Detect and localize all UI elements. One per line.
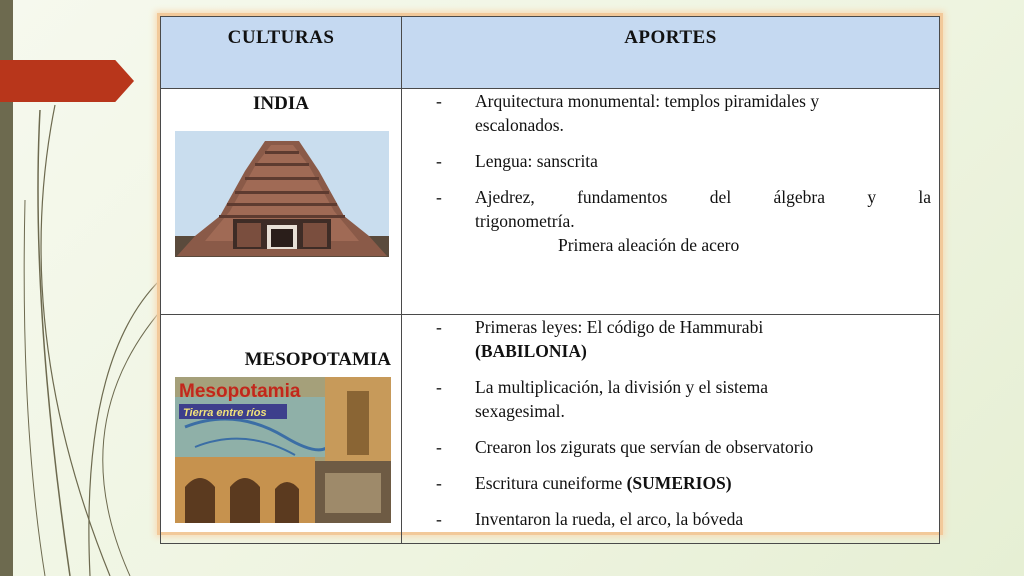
cultures-table	[160, 16, 940, 544]
mesopotamia-collage-image	[175, 377, 391, 523]
cell-india-culture	[161, 89, 402, 315]
word: fundamentos	[577, 187, 668, 207]
header-culturas: CULTURAS	[161, 17, 402, 89]
hindu-temple-image	[175, 131, 389, 257]
list-item-line: trigonometría.	[475, 211, 575, 231]
table-header-row	[161, 17, 940, 89]
india-aportes-list	[402, 89, 939, 233]
list-item-text: Inventaron la rueda, el arco, la bóveda	[475, 509, 744, 529]
word: la	[918, 187, 932, 207]
list-item-line: La multiplicación, la división y el sistema	[475, 377, 769, 397]
cell-india-aportes	[402, 89, 940, 315]
list-item-line: sexagesimal.	[475, 401, 565, 421]
list-item	[436, 149, 931, 173]
list-item	[436, 507, 931, 531]
list-item-text: Lengua: sanscrita	[475, 151, 598, 171]
list-item	[436, 89, 931, 137]
red-arrow-shape	[0, 60, 134, 102]
list-item	[436, 375, 931, 423]
list-item-line: escalonados.	[475, 115, 564, 135]
cell-mesopotamia-culture	[161, 315, 402, 544]
list-item-text: Primeras leyes: El código de Hammurabi	[475, 317, 764, 337]
header-aportes: APORTES	[402, 17, 940, 89]
list-item-line: Arquitectura monumental: templos piramidales y	[475, 91, 820, 111]
culture-name-india: INDIA	[253, 93, 309, 114]
list-item	[436, 471, 931, 495]
word: y	[867, 187, 877, 207]
word: álgebra	[773, 187, 825, 207]
culture-name-mesopotamia: MESOPOTAMIA	[244, 349, 391, 370]
word: Ajedrez,	[475, 187, 535, 207]
india-note: Primera aleación de acero	[558, 235, 740, 255]
list-item-line	[475, 185, 931, 209]
list-item-bold: (BABILONIA)	[475, 341, 587, 361]
list-item	[436, 315, 931, 363]
collage-subtitle: Tierra entre ríos	[183, 407, 267, 419]
cultures-table-container	[160, 16, 940, 532]
list-item-text: Escritura cuneiforme	[475, 473, 623, 493]
list-item	[436, 435, 931, 459]
list-item	[436, 185, 931, 233]
table-row-india	[161, 89, 940, 315]
list-item-bold: (SUMERIOS)	[626, 473, 732, 493]
table-row-mesopotamia	[161, 315, 940, 544]
list-item-text: Crearon los zigurats que servían de observatorio	[475, 437, 814, 457]
word: del	[709, 187, 732, 207]
mesopotamia-aportes-list	[402, 315, 939, 531]
cell-mesopotamia-aportes	[402, 315, 940, 544]
collage-title: Mesopotamia	[179, 381, 301, 402]
